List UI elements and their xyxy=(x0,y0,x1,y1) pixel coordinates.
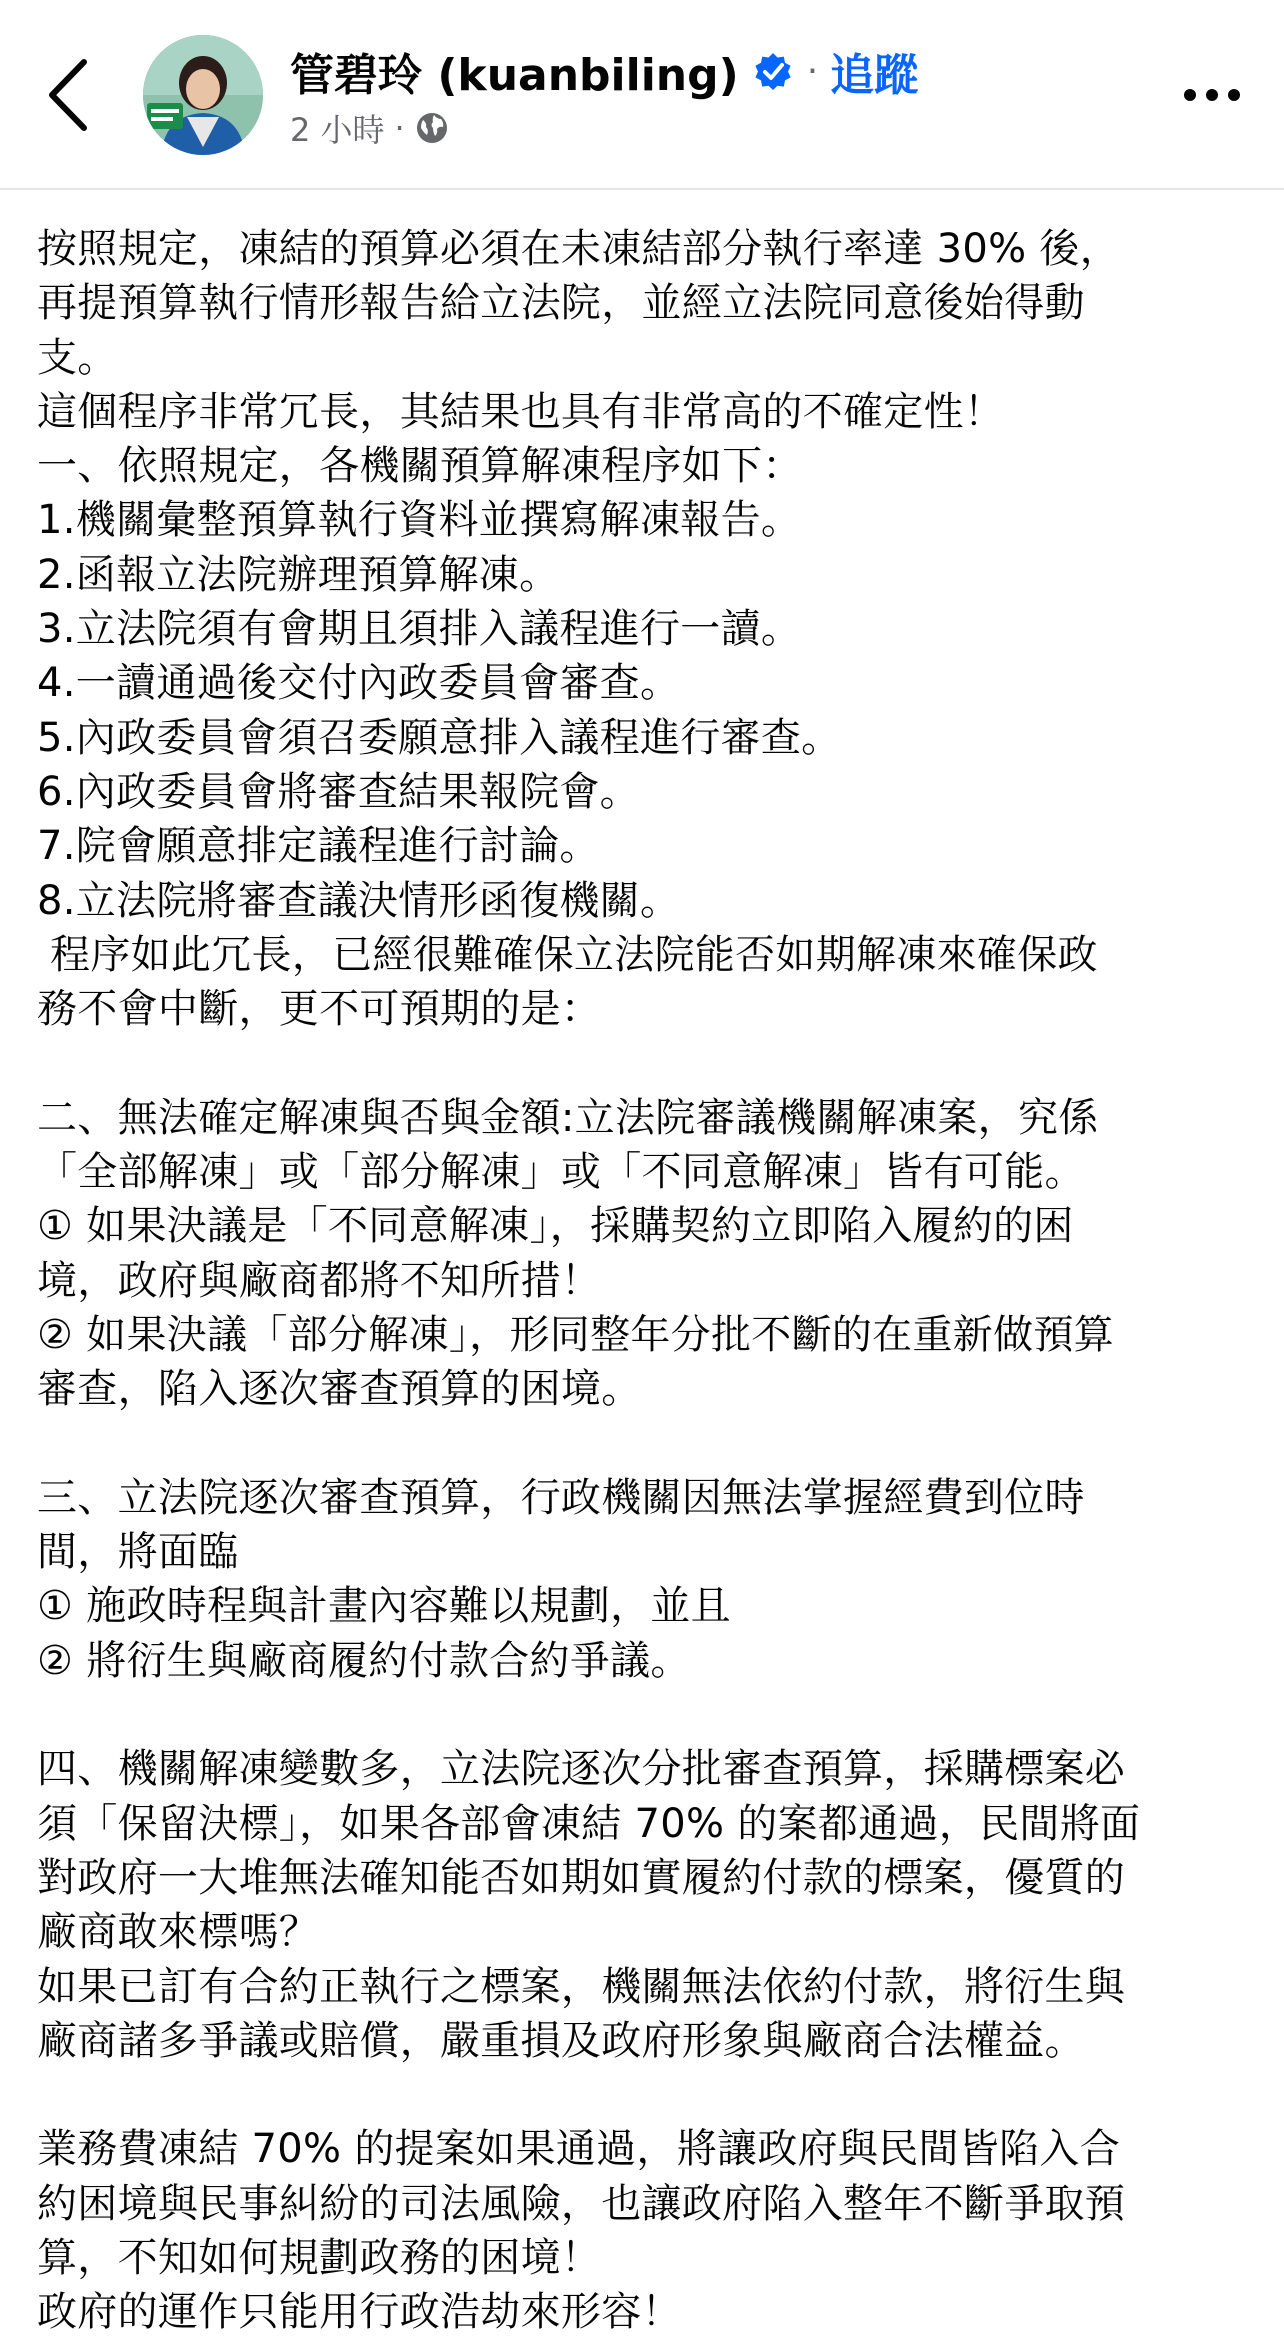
header-separator: · xyxy=(806,50,819,92)
verified-badge-icon xyxy=(753,51,793,91)
more-horizontal-icon xyxy=(1180,70,1244,120)
post-text: 按照規定，凍結的預算必須在未凍結部分執行率達 30% 後， 再提預算執行情形報告給立法院，並經立法院同意後始得動 支。 這個程序非常冗長，其結果也具有非常高的不確定性！ 一、依照規定，各機關預算解凍程序如下： 1.機關彙整預算執行資料並撰寫解凍報告。 2.函報立法院辦理預算解凍。 3.立法院須有會期且須排入議程進行一讀。 4.一讀通過後交付內政委員會審查。 5.內政委員會須召委願意排入議程進行審查。 6.內政委員會將審查結果報院會。 7.院會願意排定議程進行討論。 8.立法院將審查議決情形函復機關。 程序如此冗長，已經很難確保立法院能否如期解凍來確保政 務不會中斷，更不可預期的是： 二、無法確定解凍與否與金額:立法院審議機關解凍案，究係 「全部解凍」或「部分解凍」或「不同意解凍」皆有可能。 ① 如果決議是「不同意解凍」，採購契約立即陷入履約的困 境，政府與廠商都將不知所措！ ② 如果決議「部分解凍」，形同整年分批不斷的在重新做預算 審查，陷入逐次審查預算的困境。 三、立法院逐次審查預算，行政機關因無法掌握經費到位時 間，將面臨 ① 施政時程與計畫內容難以規劃，並且 ② 將衍生與廠商履約付款合約爭議。 四、機關解凍變數多，立法院逐次分批審查預算，採購標案必 須「保留決標」，如果各部會凍結 70% 的案都通過，民間將面 對政府一大堆無法確知能否如期如實履約付款的標案，優質的 廠商敢來標嗎？ 如果已訂有合約正執行之標案，機關無法依約付款，將衍生與 廠商諸多爭議或賠償，嚴重損及政府形象與廠商合法權益。 業務費凍結 70% 的提案如果通過，將讓政府與民間皆陷入合 約困境與民事糾紛的司法風險，也讓政府陷入整年不斷爭取預 算，不知如何規劃政務的困境！ 政府的運作只能用行政浩劫來形容！ xyxy=(37,226,1141,2336)
more-options-button[interactable] xyxy=(1180,70,1244,120)
post-timestamp[interactable]: 2 小時 xyxy=(290,111,385,149)
avatar-image xyxy=(143,35,263,155)
post-meta xyxy=(290,104,449,152)
post-header xyxy=(0,0,1284,190)
globe-icon[interactable] xyxy=(415,111,449,145)
back-button[interactable] xyxy=(40,52,104,138)
author-row xyxy=(290,38,918,104)
author-name[interactable]: 管碧玲 (kuanbiling) xyxy=(290,50,739,101)
meta-separator: · xyxy=(394,109,405,147)
avatar[interactable] xyxy=(143,35,263,155)
chevron-left-icon xyxy=(40,52,104,138)
follow-button[interactable]: 追蹤 xyxy=(830,50,919,101)
